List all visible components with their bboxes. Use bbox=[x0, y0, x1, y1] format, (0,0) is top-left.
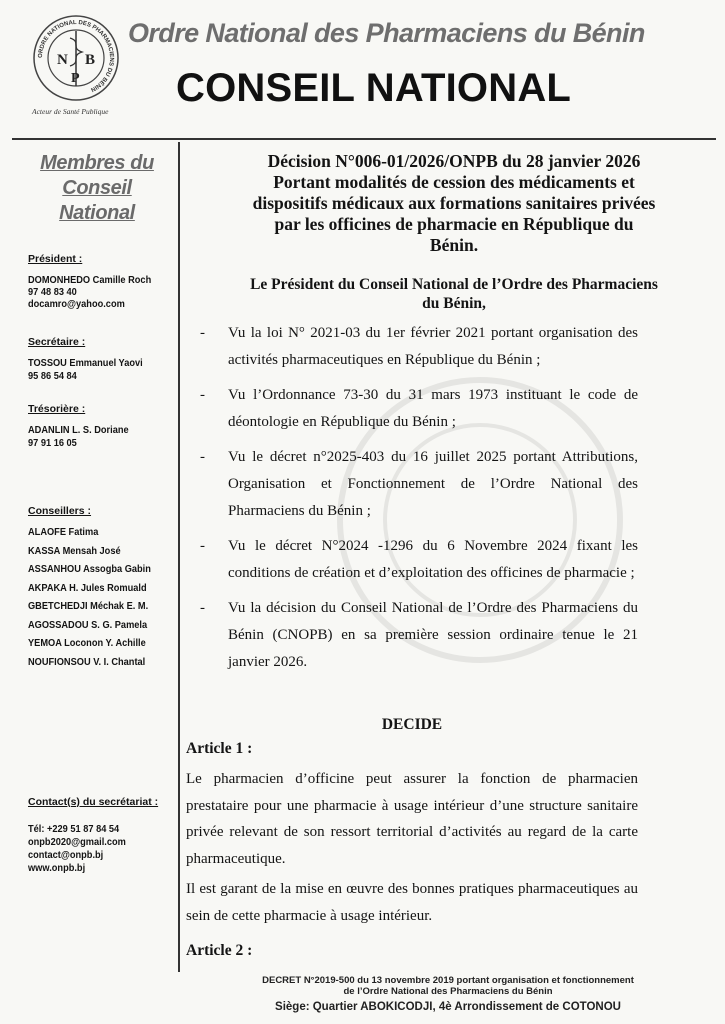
footer-legal-line: DECRET N°2019-500 du 13 novembre 2019 portant organisation et fonctionnement bbox=[262, 975, 634, 986]
contact-label: Contact(s) du secrétariat : bbox=[28, 796, 159, 808]
advisor-name: AGOSSADOU S. G. Pamela bbox=[28, 618, 148, 631]
consideration-item bbox=[186, 444, 638, 525]
decision-title-line: Portant modalités de cession des médicaments et bbox=[273, 172, 635, 192]
logo-ring-text: ORDRE NATIONAL DES PHARMACIENS DU BÉNIN bbox=[37, 19, 115, 93]
consideration-item bbox=[186, 595, 638, 676]
header-divider bbox=[12, 138, 716, 140]
advisor-name: KASSA Mensah José bbox=[28, 544, 121, 557]
preamble-line: du Bénin, bbox=[422, 295, 486, 312]
contact-email: onpb2020@gmail.com bbox=[28, 836, 126, 848]
footer-legal-reference bbox=[188, 975, 708, 997]
advisor-name: ALAOFE Fatima bbox=[28, 526, 99, 538]
advisor-name: GBETCHEDJI Méchak E. M. bbox=[28, 600, 149, 612]
contact-website: www.onpb.bj bbox=[28, 862, 86, 874]
onpb-logo bbox=[30, 6, 122, 118]
secretary-label: Secrétaire : bbox=[28, 336, 86, 348]
consideration-item bbox=[186, 533, 638, 587]
bullet-dash: - bbox=[200, 449, 205, 465]
treasurer-name: ADANLIN L. S. Doriane bbox=[28, 424, 129, 436]
advisor-name: ASSANHOU Assogba Gabin bbox=[28, 563, 151, 575]
preamble bbox=[186, 275, 722, 313]
council-title: CONSEIL NATIONAL bbox=[176, 66, 572, 110]
decision-title-line: Décision N°006-01/2026/ONPB du 28 janvier 2026 bbox=[267, 151, 641, 171]
president-name: DOMONHEDO Camille Roch bbox=[28, 274, 152, 286]
treasurer-label: Trésorière : bbox=[28, 403, 86, 415]
article-1-paragraph-1: Le pharmacien d’officine peut assurer la fonction de pharmacien prestataire pour une pharmacie à usage intérieur d’une structure sanitaire privée relevant de son ressort territorial d’activités au regard de la carte pharmaceutique. bbox=[186, 771, 638, 867]
consideration-text: Vu le décret n°2025-403 du 16 juillet 2025 portant Attributions, Organisation et Fonctionnement de l’Ordre National des Pharmaciens du Bénin ; bbox=[228, 449, 638, 519]
column-divider bbox=[178, 142, 180, 972]
logo-tagline: Acteur de Santé Publique bbox=[32, 107, 109, 116]
advisors-label: Conseillers : bbox=[28, 505, 92, 517]
decision-title-line: Bénin. bbox=[429, 235, 479, 255]
secretary-name: TOSSOU Emmanuel Yaovi bbox=[28, 357, 143, 369]
consideration-text: Vu le décret N°2024 -1296 du 6 Novembre 2024 fixant les conditions de création et d’exploitation des officines de pharmacie ; bbox=[228, 538, 638, 581]
sidebar-title-line2: Conseil National bbox=[59, 177, 135, 224]
bullet-dash: - bbox=[200, 600, 205, 616]
preamble-line: Le Président du Conseil National de l’Ordre des Pharmaciens bbox=[250, 276, 658, 293]
bullet-dash: - bbox=[200, 325, 205, 341]
advisors-list bbox=[28, 526, 168, 674]
footer-address: Siège: Quartier ABOKICODJI, 4è Arrondissement de COTONOU bbox=[275, 1001, 621, 1013]
advisor-name: YEMOA Loconon Y. Achille bbox=[28, 637, 146, 649]
president-label: Président : bbox=[28, 253, 83, 265]
footer-legal-line: de l’Ordre National des Pharmaciens du Bénin bbox=[343, 986, 553, 997]
sidebar-title-line1: Membres du bbox=[40, 152, 154, 174]
logo-letter-n: N bbox=[57, 52, 68, 68]
treasurer-phone: 97 91 16 05 bbox=[28, 437, 77, 449]
consideration-text: Vu la décision du Conseil National de l’Ordre des Pharmaciens du Bénin (CNOPB) en sa première session ordinaire tenue le 21 janvier 2026. bbox=[228, 600, 638, 670]
president-phone: 97 48 83 40 bbox=[28, 286, 77, 298]
article-2-title: Article 2 : bbox=[186, 942, 253, 959]
decision-title-line: par les officines de pharmacie en République du bbox=[274, 214, 634, 234]
sidebar-title bbox=[22, 151, 172, 226]
consideration-item bbox=[186, 320, 638, 374]
article-1-paragraph-2: Il est garant de la mise en œuvre des bonnes pratiques pharmaceutiques au sein de cette pharmacie à usage intérieur. bbox=[186, 881, 638, 924]
decision-title bbox=[186, 151, 722, 256]
organization-name: Ordre National des Pharmaciens du Bénin bbox=[128, 18, 645, 48]
secretary-phone: 95 86 54 84 bbox=[28, 370, 77, 382]
article-1-title: Article 1 : bbox=[186, 740, 253, 757]
bullet-dash: - bbox=[200, 538, 205, 554]
advisor-name: AKPAKA H. Jules Romuald bbox=[28, 581, 147, 594]
bullet-dash: - bbox=[200, 387, 205, 403]
decision-title-line: dispositifs médicaux aux formations sanitaires privées bbox=[252, 193, 656, 213]
contact-phone: Tél: +229 51 87 84 54 bbox=[28, 823, 120, 835]
logo-letter-p: P bbox=[71, 71, 80, 86]
advisor-name: NOUFIONSOU V. I. Chantal bbox=[28, 655, 146, 668]
contact-email-secondary: contact@onpb.bj bbox=[28, 849, 104, 861]
considerations-list bbox=[186, 320, 638, 684]
logo-letter-b: B bbox=[85, 52, 96, 68]
consideration-text: Vu la loi N° 2021-03 du 1er février 2021 portant organisation des activités pharmaceutiques en République du Bénin ; bbox=[228, 325, 638, 368]
decide-heading: DECIDE bbox=[381, 716, 443, 733]
president-email: docamro@yahoo.com bbox=[28, 298, 125, 310]
consideration-item bbox=[186, 382, 638, 436]
consideration-text: Vu l’Ordonnance 73-30 du 31 mars 1973 instituant le code de déontologie en République du Bénin ; bbox=[228, 387, 638, 430]
